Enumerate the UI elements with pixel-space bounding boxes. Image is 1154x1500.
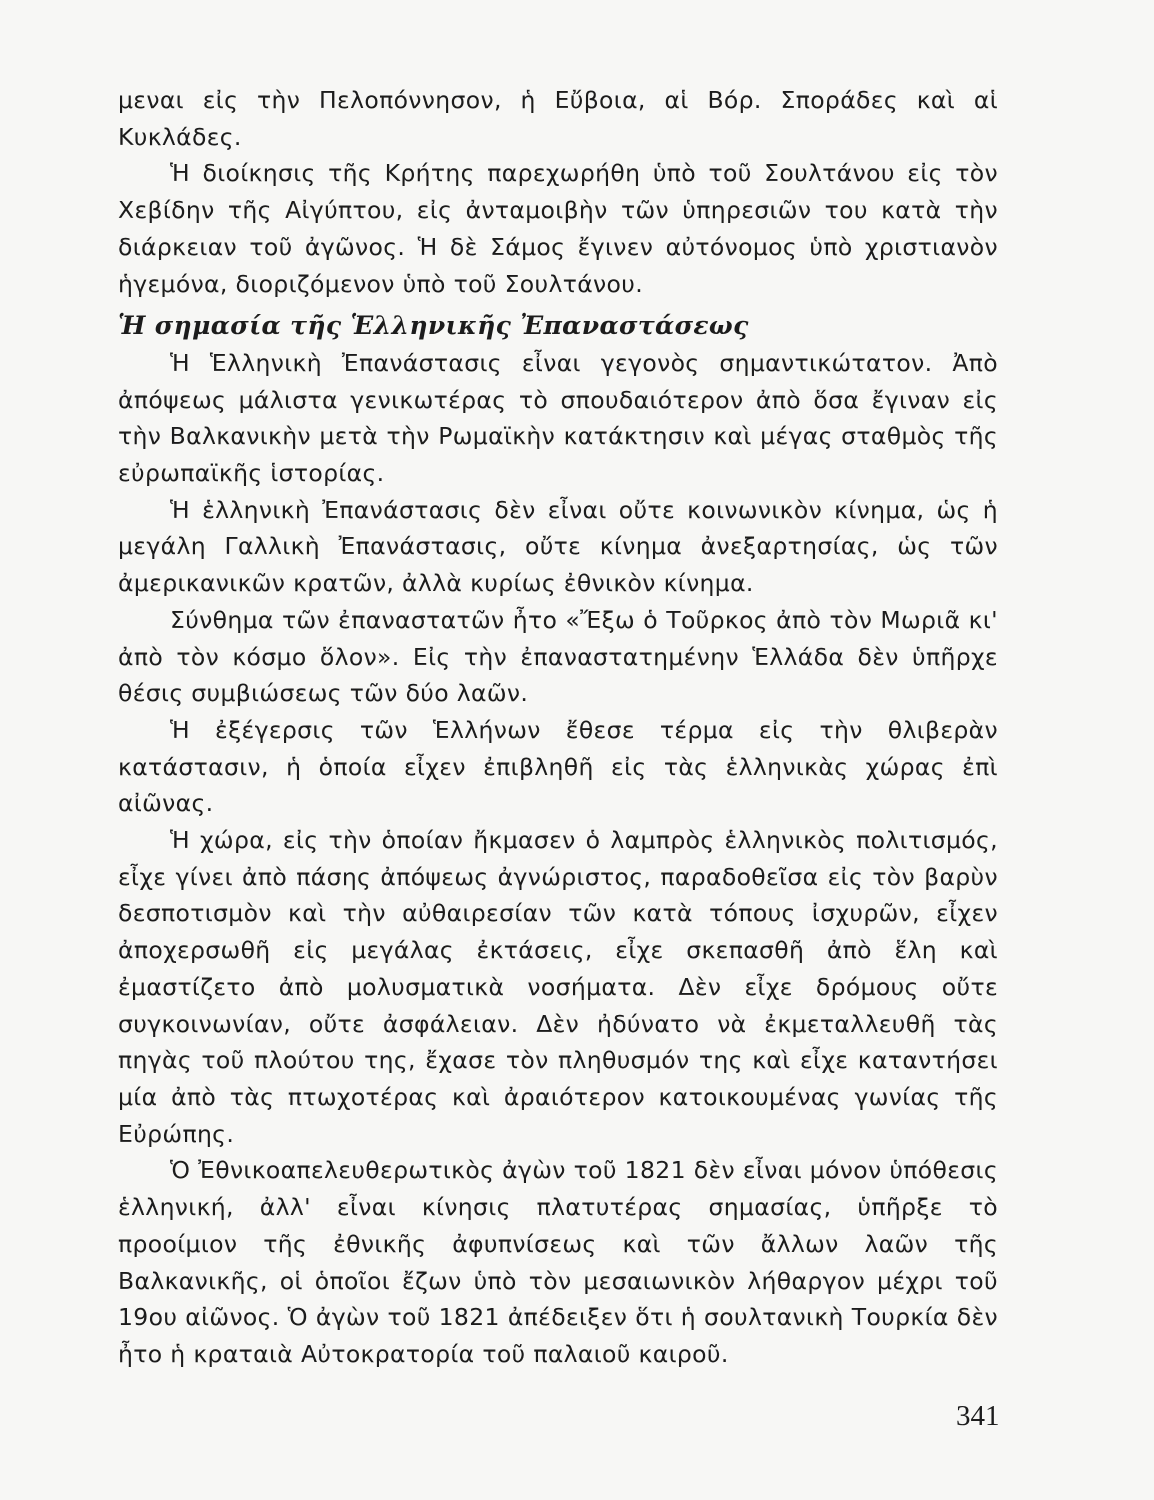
page-body	[118, 82, 998, 1373]
paragraph-uprising: Ἡ ἐξέγερσις τῶν Ἑλλήνων ἔθεσε τέρμα εἰς τὴν θλιβερὰν κατάστασιν, ἡ ὁποία εἶχεν ἐπιβληθῆ εἰς τὰς ἑλληνικὰς χώρας ἐπὶ αἰῶνας.	[118, 715, 998, 818]
paragraph-significance: Ἡ Ἑλληνικὴ Ἐπανάστασις εἶναι γεγονὸς σημαντικώτατον. Ἀπὸ ἀπόψεως μάλιστα γενικωτέρας τὸ σπουδαιότερον ἀπὸ ὅσα ἔγιναν εἰς τὴν Βαλκανικὴν μετὰ τὴν Ρωμαϊκὴν κατάκτησιν καὶ μέγας σταθμὸς τῆς εὐρωπαϊκῆς ἱστορίας.	[118, 348, 998, 488]
section-heading: Ἡ σημασία τῆς Ἑλληνικῆς Ἐπαναστάσεως	[118, 311, 749, 341]
paragraph-condition-of-country: Ἡ χώρα, εἰς τὴν ὁποίαν ἤκμασεν ὁ λαμπρὸς ἑλληνικὸς πολιτισμός, εἶχε γίνει ἀπὸ πάσης ἀπόψεως ἀγνώριστος, παραδοθεῖσα εἰς τὸν βαρὺν δεσποτισμὸν καὶ τὴν αὐθαιρεσίαν τῶν κατὰ τόπους ἰσχυρῶν, εἶχεν ἀποχερσωθῆ εἰς μεγάλας ἐκτάσεις, εἶχε σκεπασθῆ ἀπὸ ἕλη καὶ ἐμαστίζετο ἀπὸ μολυσματικὰ νοσήματα. Δὲν εἶχε δρόμους οὔτε συγκοινωνίαν, οὔτε ἀσφάλειαν. Δὲν ἠδύνατο νὰ ἐκμεταλλευθῆ τὰς πηγὰς τοῦ πλούτου της, ἔχασε τὸν πληθυσμόν της καὶ εἶχε καταντήσει μία ἀπὸ τὰς πτωχοτέρας καὶ ἀραιότερον κατοικουμένας γωνίας τῆς Εὐρώπης.	[118, 826, 998, 1148]
page-number: 341	[956, 1400, 1000, 1432]
paragraph-slogan: Σύνθημα τῶν ἐπαναστατῶν ἦτο «Ἔξω ὁ Τοῦρκος ἀπὸ τὸν Μωριᾶ κι' ἀπὸ τὸν κόσμο ὅλον». Εἰς τὴν ἐπαναστατημένην Ἑλλάδα δὲν ὑπῆρχε θέσις συμβιώσεως τῶν δύο λαῶν.	[118, 605, 998, 708]
paragraph-national-movement: Ἡ ἑλληνικὴ Ἐπανάστασις δὲν εἶναι οὔτε κοινωνικὸν κίνημα, ὡς ἡ μεγάλη Γαλλικὴ Ἐπανάστασις, οὔτε κίνημα ἀνεξαρτησίας, ὡς τῶν ἀμερικανικῶν κρατῶν, ἀλλὰ κυρίως ἐθνικὸν κίνημα.	[118, 495, 998, 598]
top-paragraph: μεναι εἰς τὴν Πελοπόννησον, ἡ Εὔβοια, αἱ Βόρ. Σποράδες καὶ αἱ Κυκλάδες.	[118, 86, 998, 151]
paragraph-1821-struggle: Ὁ Ἐθνικοαπελευθερωτικὸς ἀγὼν τοῦ 1821 δὲν εἶναι μόνον ὑπόθεσις ἑλληνική, ἀλλ' εἶναι κίνησις πλατυτέρας σημασίας, ὑπῆρξε τὸ προοίμιον τῆς ἐθνικῆς ἀφυπνίσεως καὶ τῶν ἄλλων λαῶν τῆς Βαλκανικῆς, οἱ ὁποῖοι ἔζων ὑπὸ τὸν μεσαιωνικὸν λήθαργον μέχρι τοῦ 19ου αἰῶνος. Ὁ ἀγὼν τοῦ 1821 ἀπέδειξεν ὅτι ἡ σουλτανικὴ Τουρκία δὲν ἦτο ἡ κραταιὰ Αὐτοκρατορία τοῦ παλαιοῦ καιροῦ.	[118, 1156, 998, 1368]
paragraph-crete-samos: Ἡ διοίκησις τῆς Κρήτης παρεχωρήθη ὑπὸ τοῦ Σουλτάνου εἰς τὸν Χεβίδην τῆς Αἰγύπτου, εἰς ἀνταμοιβὴν τῶν ὑπηρεσιῶν του κατὰ τὴν διάρκειαν τοῦ ἀγῶνος. Ἡ δὲ Σάμος ἔγινεν αὐτόνομος ὑπὸ χριστιανὸν ἡγεμόνα, διοριζόμενον ὑπὸ τοῦ Σουλτάνου.	[118, 159, 998, 298]
